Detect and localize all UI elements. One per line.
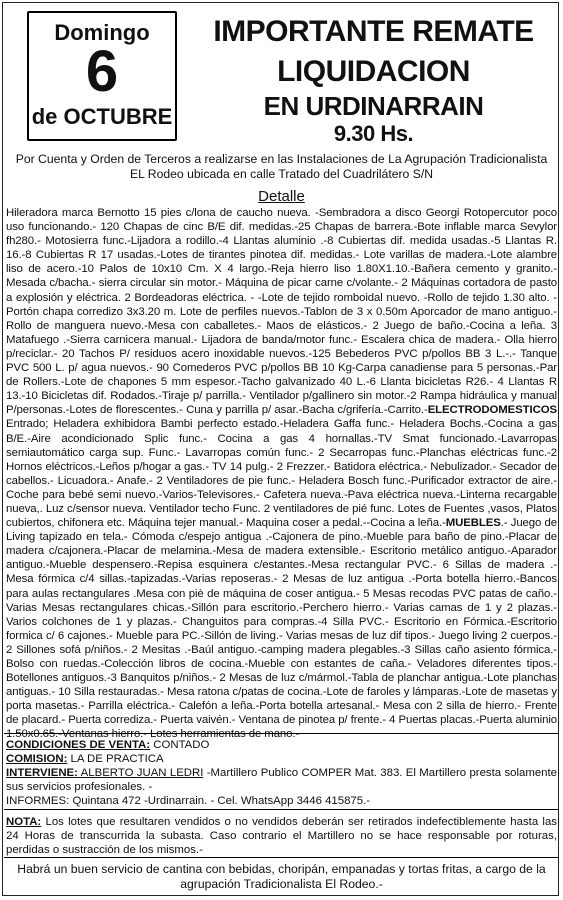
title-line-2: LIQUIDACION — [277, 55, 470, 88]
detail-heading — [0, 188, 563, 206]
condition-sale-label: CONDICIONES DE VENTA: — [6, 739, 151, 751]
event-time: 9.30 Hs. — [333, 121, 414, 146]
auctioneer-name: ALBERTO JUAN LEDRI — [77, 767, 204, 780]
divider-2 — [4, 809, 559, 810]
sale-conditions — [6, 738, 557, 808]
condition-sale — [6, 738, 557, 752]
detail-part-2: Entrado; Heladera exhibidora Bambi perfecto estado.-Heladera Gaffa func.- Heladera Bochs.-Cocina a gas B/E.-Aire acondicionado Splic func.- Cocina a gas 4 hornallas.-TV Smat funcionado.-Lavarropas semiautomático carga sup. Func.- Lavarropas común func.- 2 Secarropas func.-Planchas eléctricas func.-2 Hornos eléctricos.-Leños p/hogar a gas.- TV 14 pulg.- 2 Frezzer.- Batidora eléctrica.- Nebulizador.- Secador de cabellos.- Licuadora.- Anafe.- 2 Ventiladores de pie func.- Heladera Bosch func.-Purificador extractor de aire.-Coche para bebé semi nuevo.-Varios-Televisores.- Cafetera nueva.-Pava eléctrica nueva.-Linterna recargable nueva,. Luz c/sensor nueva. Ventilador techo Func. 2 ventiladores de pié func. Lotes de Fuentes ,vasos, Platos cubiertos, chifonera etc. Máquina tejer manual.- Maquina coser a pedal.--Cocina a leña.- — [6, 418, 557, 530]
contact-info: INFORMES: Quintana 472 -Urdinarrain. - Cel. WhatsApp 3446 415875.- — [6, 795, 371, 808]
divider-1 — [4, 733, 559, 734]
title-line-3: EN URDINARRAIN — [263, 91, 484, 121]
note-text: Los lotes que resultaren vendidos o no vendidos deberán ser retirados indefectiblemente hasta las 24 Horas de transcurrida la subasta. Caso contrario el Martillero no se hace responsable por roturas, perdidas o sustracción de los mismos.- — [6, 816, 557, 857]
keyword-muebles: MUEBLES — [445, 517, 501, 530]
intro-text — [6, 152, 557, 182]
detail-part-1: Hileradora marca Bernotto 15 pies c/lona de caucho nueva. -Sembradora a disco Georgi Rotopercutor poco uso funcionando.- 120 Chapas de cinc B/E dif. medidas.-25 Chapas de barrera.-Bote inflable marca Sevylor fh280.- Motosierra func.-Lijadora a rodillo.-4 Llantas aluminio .-8 Cubiertas dif. medida usadas.-5 Llantas R. 16.-8 Cubiertas R 17 usadas.-Lotes de tirantes pinotea dif. medidas.- Lote varillas de madera.-Lote alambre liso de acero.-10 Palos de 10x10 Cm. X 4 largo.-Reja hierro liso 1.80X1.10.-Bañera cemento y granito.- Mesada c/bacha.- sierra circular sin motor.- Máquina de picar carne c/volante.- 2 Máquinas cortadora de pasto a explosión y eléctrica. 2 Bordeadoras eléctrica. - -Lote de tejido romboidal nuevo. -Rollo de tejido 1.30 alto. -Portón chapa corredizo 3x3.20 m. Lote de perfiles nuevos.-Tablon de 3 x 0.50m Aporcador de mano antiguo.-Rollo de manguera nuevo.-Mesa con caballetes.- Maos de elásticos.- 2 Juego de baño.-Cocina a leña. 3 Matafuego .-Sierra carnicera manual.- Lijadora de banda/motor func.- Escalera chica de madera.- Olla hierro p/reciclar.- 20 Tachos P/ residuos acero inoxidable nuevos.-125 Bebederos PVC p/pollos BB 3 L.-.- Tanque PVC 500 L. p/ agua nuevos.- 90 Comederos PVC p/pollos BB 10 Kg-Carpa canadiense para 5 personas.-Par de Rollers.-Lote de chapones 5 mm espesor.-Tacho galvanizado 40 L.-6 Llanta bicicletas R26.- 4 Llantas R 13.-10 Bicicletas dif. Rodados.-Tiraje p/ parrilla.- Ventilador p/gallinero sin motor.-2 Rampa hidráulica y manual P/personas.-Lotes de florescentes.- Cuna y parrilla p/ asar.-Bacha c/grifería.-Carrito.- — [6, 207, 557, 417]
footer-line-1: Habrá un buen servicio de cantina con bebidas, choripán, empanadas y tortas fritas, a cargo de la — [17, 862, 546, 876]
keyword-electrodomesticos: ELECTRODOMESTICOS — [427, 404, 557, 417]
badge-day: Domingo — [54, 20, 150, 45]
badge-day-number: 6 — [85, 39, 119, 104]
detail-part-3: .- Juego de Living tapizado en tela.- Cómoda c/espejo antigua .-Cajonera de pino.-Mueble para baño de pino.-Placar de madera c/cajonera.-Placar de melamina.-Mesa de madera extensible.- Escritorio metálico antiguo.-Aparador antiguo.-Mueble despensero.-Repisa esquinera c/estantes.-Mesa rectangular PVC.- 6 Sillas de madera .- Mesa fórmica c/4 sillas.-tapizadas.-Varias reposeras.- 2 Mesas de luz antigua .-Porta botella hierro.-Bancos para aulas rectangulares .Mesa con piè de máquina de coser antigua.- 5 Mesas recodas PVC patas de caño.-Varias Mesas rectangulares chicas.-Sillón para escritorio.-Perchero hierro.- Varias camas de 1 y 2 plazas.-Varios colchones de 1 y plazas.- Changuitos para compras.-4 Silla PVC.- Escritorio en Fórmica.-Escritorio formica c/ 6 cajones.- Mueble para PC.-Sillón de living.- Varias mesas de luz dif tipos.- Juego living 2 cuerpos.- 2 Sillones sofá p/niños.- 2 Mesitas .-Baúl antiguo.-camping madera plegables.-3 Sillas caño asiento fórmica.- Bolso con ruedas.-Colección libros de cocina.-Mueble con estantes de caña.- Veladores diferentes tipos.-Botellones antiguos.-3 Banquitos p/niños.- 2 Mesas de luz c/mármol.-Tabla de planchar antigua.-Lote planchas antiguas.- 10 Silla restauradas.- Mesa ratona c/patas de cocina.-Lote de faroles y lámparas.-Lote de masetas y porta masetas.- Parrilla eléctrica.- Calefón a leña.-Porta botella artesanal.- Mesa con 2 silla de hierro.- Frente de placard.- Puerta corrediza.- Puerta vaivén.- Ventana de pinotea p/ frente.- 4 Puertas placas.-Puerta aluminio 1.50x0.65.-Ventanas hierro.- Lotes herramientas de mano.- — [6, 517, 557, 741]
intro-line-2: EL Rodeo ubicada en calle Tratado del Cuadrilátero S/N — [129, 167, 434, 181]
condition-commission-value: LA DE PRACTICA — [67, 753, 164, 766]
footer-text — [6, 862, 557, 892]
title-line-1: IMPORTANTE REMATE — [213, 15, 534, 48]
condition-auctioneer — [6, 766, 557, 794]
note — [6, 815, 557, 857]
auctioneer-details: -Martillero Publico COMPER Mat. 383. El Martillero presta solamente sus servicios profesionales. - — [6, 767, 558, 794]
condition-auctioneer-label: INTERVIENE: — [6, 767, 78, 780]
detail-list — [6, 206, 557, 742]
note-label: NOTA: — [6, 816, 42, 828]
condition-commission-label: COMISION: — [6, 753, 68, 766]
divider-3 — [4, 857, 559, 858]
condition-sale-value: CONTADO — [150, 739, 210, 751]
badge-month: de OCTUBRE — [31, 104, 173, 129]
intro-line-1: Por Cuenta y Orden de Terceros a realizarse en las Instalaciones de La Agrupación Tradicionalista — [15, 152, 548, 166]
condition-commission — [6, 752, 557, 766]
date-badge — [27, 11, 177, 141]
detail-heading-label: Detalle — [258, 188, 305, 205]
footer-line-2: agrupación Tradicionalista El Rodeo.- — [180, 877, 383, 891]
